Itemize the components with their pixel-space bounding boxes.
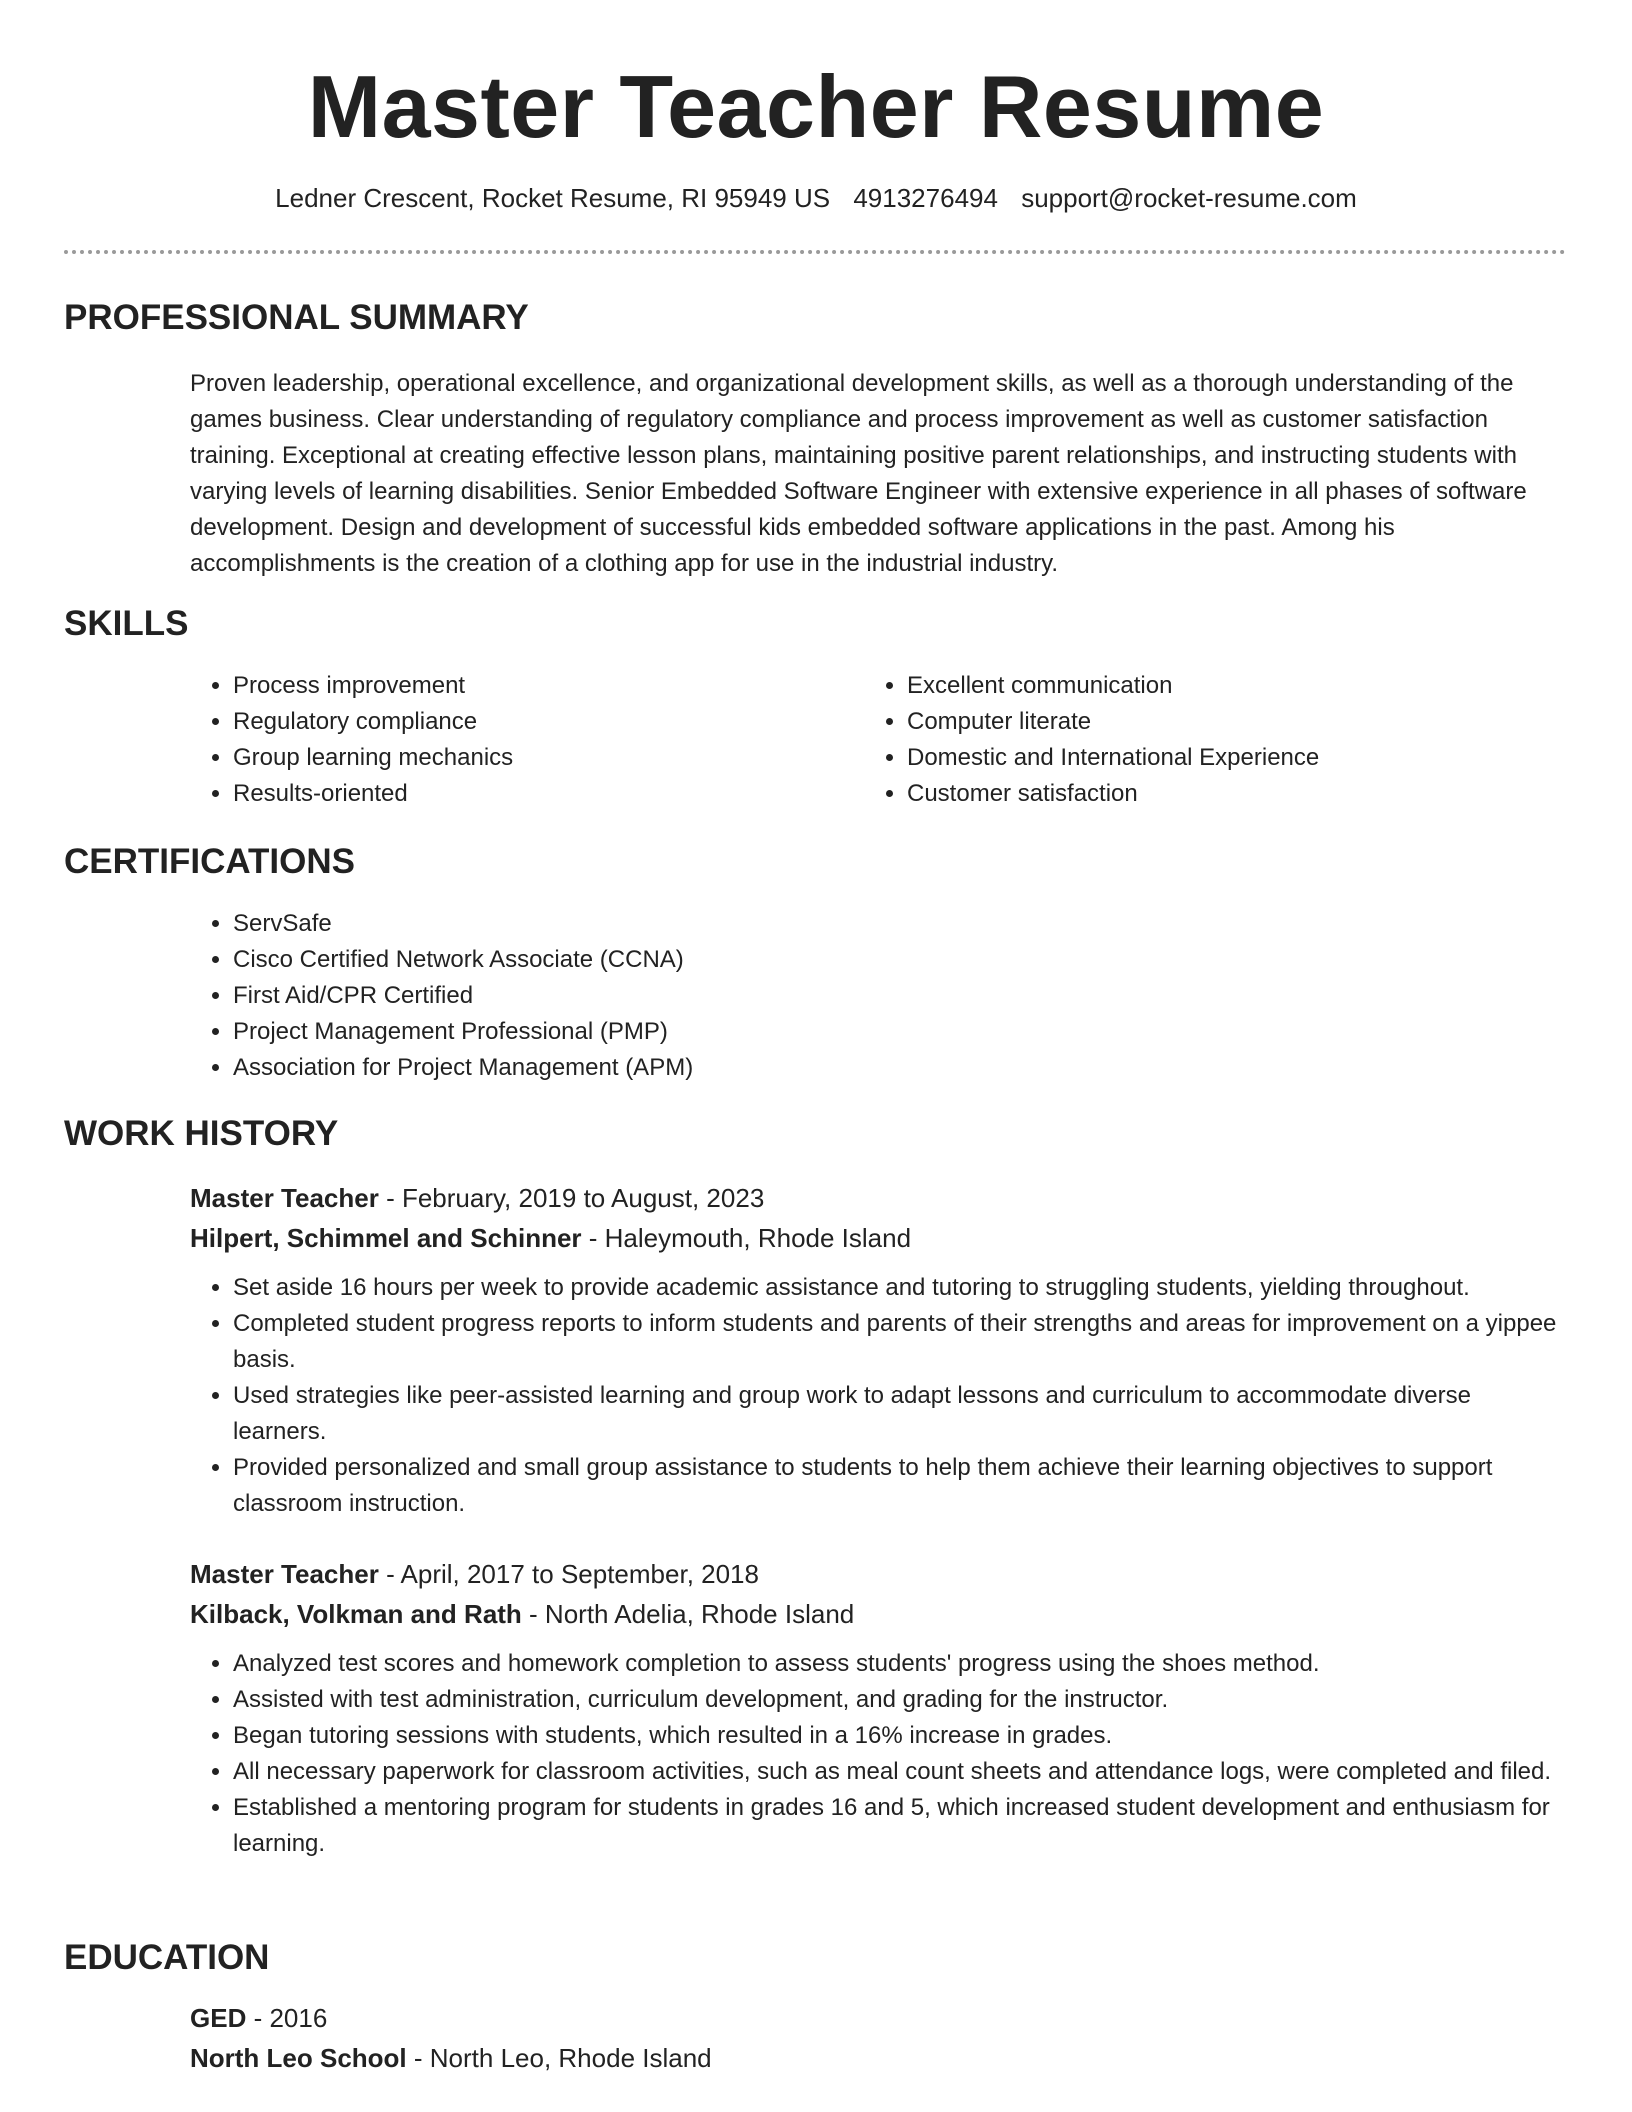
job-title-line [190,1554,1566,1594]
job-bullet: • All necessary paperwork for classroom activities, such as meal count sheets and attendance logs, were completed and filed. [233,1754,1566,1790]
skills-heading: SKILLS [64,604,189,643]
header-divider [64,250,1566,254]
job-company-line [190,1594,1566,1634]
certification-item: • Project Management Professional (PMP) [233,1014,1566,1050]
contact-phone: 4913276494 [853,183,998,213]
job-location: - Haleymouth, Rhode Island [581,1223,912,1253]
job-entry [190,1178,1566,1522]
certification-item: • Cisco Certified Network Associate (CCNA) [233,942,1566,978]
summary-heading: PROFESSIONAL SUMMARY [64,298,529,337]
job-bullet: • Began tutoring sessions with students, which resulted in a 16% increase in grades. [233,1718,1566,1754]
job-location: - North Adelia, Rhode Island [521,1599,855,1629]
skill-item: • Group learning mechanics [233,740,830,776]
skill-item: • Results-oriented [233,776,830,812]
job-bullet: • Assisted with test administration, curriculum development, and grading for the instructor. [233,1682,1566,1718]
job-title-line [190,1178,1566,1218]
certifications-list [190,906,1566,1086]
skills-right-column [864,668,1504,812]
skill-item: • Computer literate [907,704,1504,740]
skill-item: • Domestic and International Experience [907,740,1504,776]
contact-line [0,182,1632,214]
education-school: North Leo School [190,2043,407,2073]
job-company: Hilpert, Schimmel and Schinner [190,1223,582,1253]
certification-item: • Association for Project Management (APM) [233,1050,1566,1086]
skill-item: • Regulatory compliance [233,704,830,740]
contact-address: Ledner Crescent, Rocket Resume, RI 95949 US [275,183,831,213]
skills-left-column [190,668,830,812]
job-bullet: • Established a mentoring program for students in grades 16 and 5, which increased student development and enthusiasm for learning. [233,1790,1566,1862]
skill-item: • Process improvement [233,668,830,704]
education-heading: EDUCATION [64,1938,270,1977]
contact-email: support@rocket-resume.com [1021,183,1357,213]
job-company: Kilback, Volkman and Rath [190,1599,522,1629]
education-year: - 2016 [246,2003,328,2033]
job-bullet: • Set aside 16 hours per week to provide academic assistance and tutoring to struggling students, yielding throughout. [233,1270,1566,1306]
certification-item: • First Aid/CPR Certified [233,978,1566,1014]
resume-title: Master Teacher Resume [307,57,1325,156]
job-bullet: • Completed student progress reports to inform students and parents of their strengths and areas for improvement on a yippee basis. [233,1306,1566,1378]
education-location: - North Leo, Rhode Island [406,2043,712,2073]
job-entry [190,1554,1566,1862]
certification-item: • ServSafe [233,906,1566,942]
job-bullet: • Provided personalized and small group assistance to students to help them achieve their learning objectives to support classroom instruction. [233,1450,1566,1522]
education-degree-line [190,1998,1566,2038]
job-title: Master Teacher [190,1559,379,1589]
job-bullet: • Used strategies like peer-assisted learning and group work to adapt lessons and curriculum to accommodate diverse learners. [233,1378,1566,1450]
summary-text: Proven leadership, operational excellence, and organizational development skills, as well as a thorough understanding of the games business. Clear understanding of regulatory compliance and process improvement as well as customer satisfaction training. Exceptional at creating effective lesson plans, maintaining positive parent relationships, and instructing students with varying levels of learning disabilities. Senior Embedded Software Engineer with extensive experience in all phases of software development. Design and development of successful kids embedded software applications in the past. Among his accomplishments is the creation of a clothing app for use in the industrial industry. [190,370,1527,577]
job-company-line [190,1218,1566,1258]
certifications-heading: CERTIFICATIONS [64,842,356,881]
job-title: Master Teacher [190,1183,379,1213]
job-bullet: • Analyzed test scores and homework completion to assess students' progress using the shoes method. [233,1646,1566,1682]
skill-item: • Customer satisfaction [907,776,1504,812]
education-entry [190,1998,1566,2078]
job-dates: - April, 2017 to September, 2018 [378,1559,759,1589]
education-school-line [190,2038,1566,2078]
job-dates: - February, 2019 to August, 2023 [378,1183,765,1213]
education-degree: GED [190,2003,247,2033]
skill-item: • Excellent communication [907,668,1504,704]
work-history-heading: WORK HISTORY [64,1114,339,1153]
